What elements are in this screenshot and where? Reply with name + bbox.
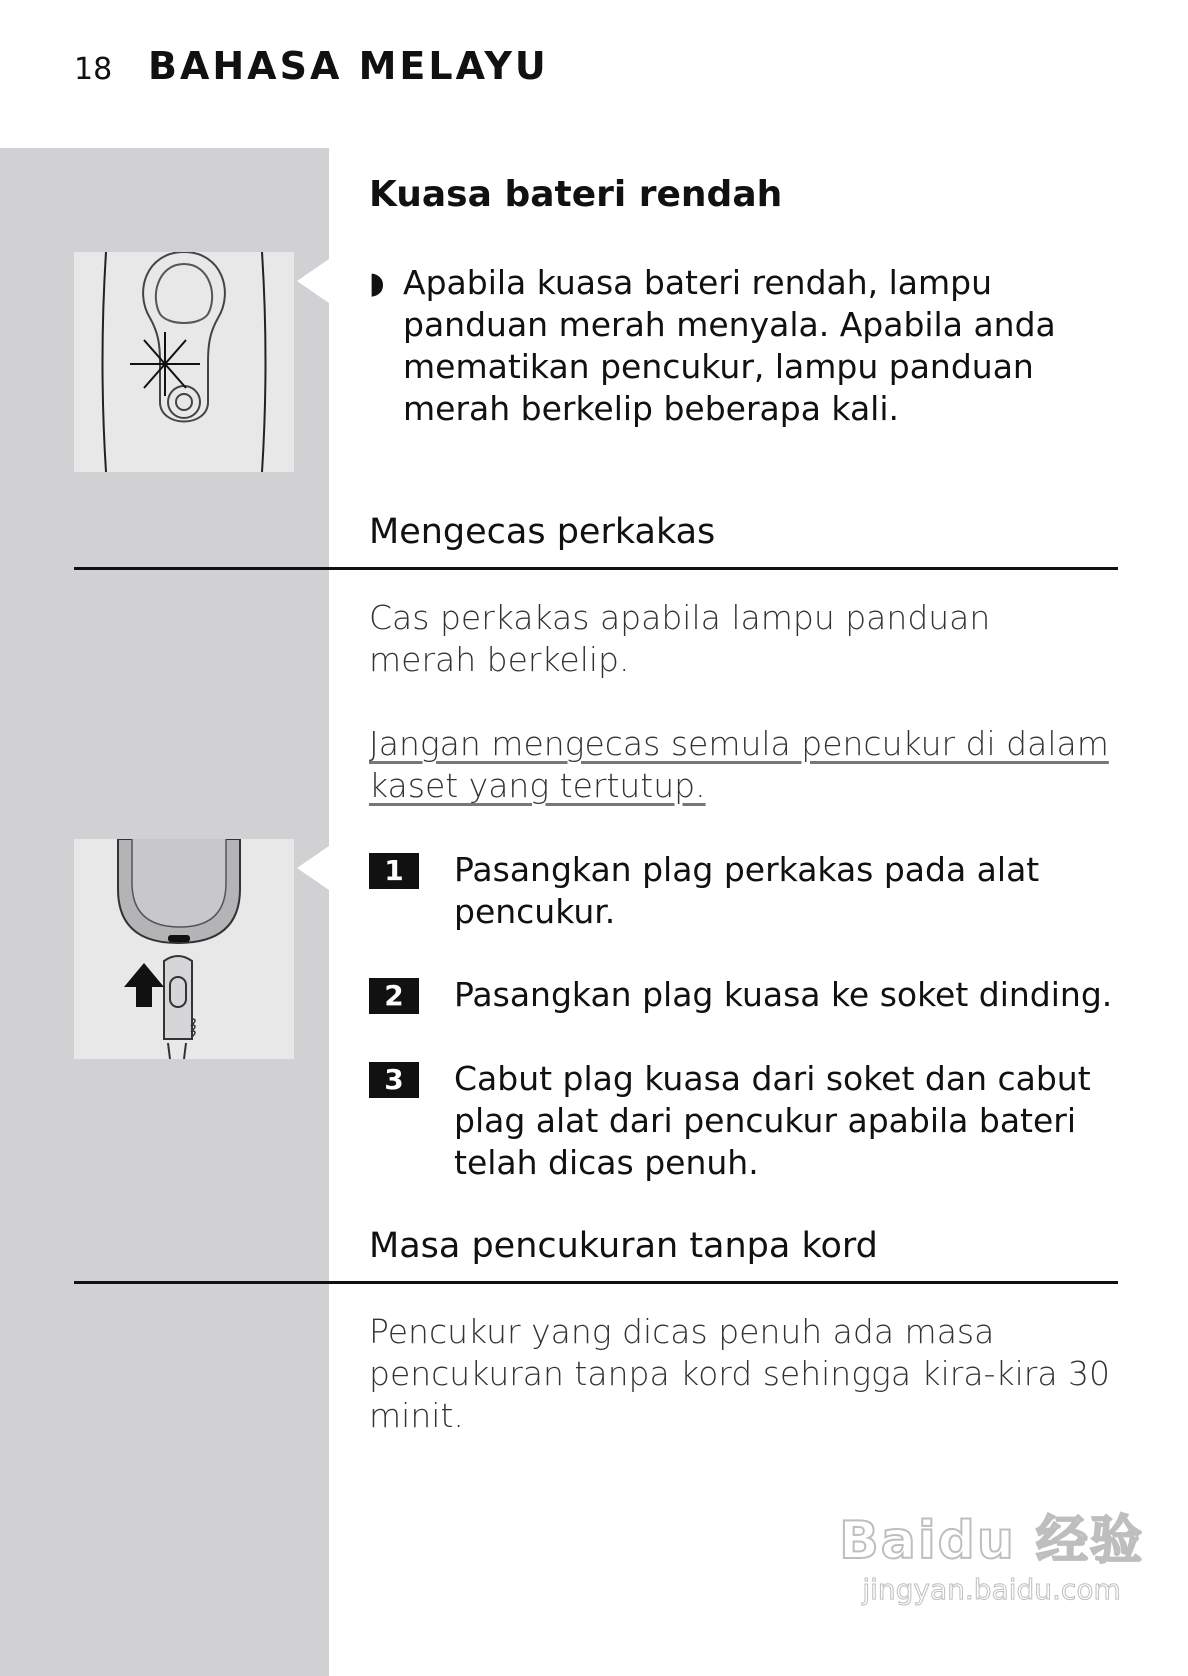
watermark-logo: Baidu 经验 [839, 1511, 1144, 1571]
plug-insert-drawing [74, 839, 294, 1059]
section-title-low-battery: Kuasa bateri rendah [369, 174, 783, 215]
shaver-light-drawing [74, 252, 294, 472]
page-number: 18 [74, 52, 113, 87]
cordless-text: Pencukur yang dicas penuh ada masa pencukuran tanpa kord sehingga kira-kira 30 minit. [369, 1312, 1111, 1435]
low-battery-text: Apabila kuasa bateri rendah, lampu panduan merah menyala. Apabila anda mematikan pencukur, lampu panduan merah berkelip beberapa kali. [403, 263, 1056, 428]
section-divider [74, 567, 1118, 570]
baidu-watermark [839, 1498, 1144, 1606]
bullet-icon: ◗ [369, 266, 385, 301]
step-text: Pasangkan plag kuasa ke soket dinding. [454, 975, 1113, 1014]
illustration-shaver-light [74, 252, 294, 472]
step-number: 1 [369, 853, 419, 889]
chapter-title: BAHASA MELAYU [148, 44, 549, 88]
illustration-pointer [297, 846, 329, 890]
charging-warning: Jangan mengecas semula pencukur di dalam kaset yang tertutup. [369, 724, 1109, 805]
arrow-up-icon [124, 963, 164, 1007]
step-number: 2 [369, 978, 419, 1014]
section-title-cordless: Masa pencukuran tanpa kord [369, 1226, 878, 1266]
step-text: Cabut plag kuasa dari soket dan cabut plag alat dari pencukur apabila bateri telah dicas penuh. [454, 1059, 1091, 1182]
charging-intro: Cas perkakas apabila lampu panduan merah berkelip. [369, 598, 991, 679]
watermark-url: jingyan.baidu.com [862, 1573, 1121, 1606]
step-number: 3 [369, 1062, 419, 1098]
illustration-pointer [297, 259, 329, 303]
section-divider [74, 1281, 1118, 1284]
section-title-charging: Mengecas perkakas [369, 512, 716, 552]
step-text: Pasangkan plag perkakas pada alat pencukur. [454, 850, 1040, 931]
illustration-plug-insert [74, 839, 294, 1059]
